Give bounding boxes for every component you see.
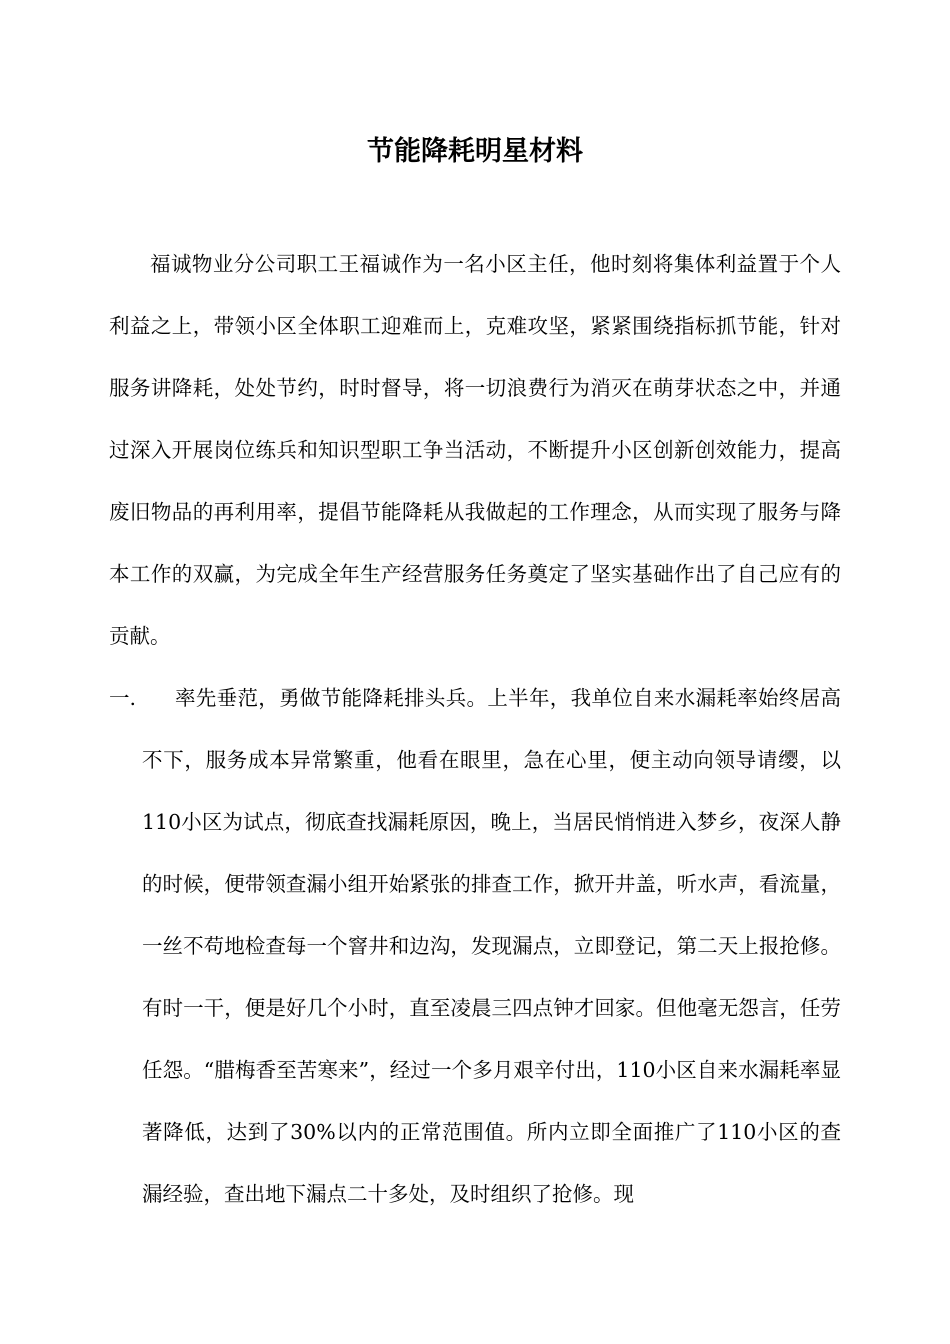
list-item-text: 率先垂范，勇做节能降耗排头兵。上半年，我单位自来水漏耗率始终居高不下，服务成本异常繁重，他看在眼里，急在心里，便主动向领导请缨，以110小区为试点，彻底查找漏耗原因，晚上，当居民悄悄进入梦乡，夜深人静的时候，便带领查漏小组开始紧张的排查工作，掀开井盖，听水声，看流量，一丝不苟地检查每一个窨井和边沟，发现漏点，立即登记，第二天上报抢修。有时一干，便是好几个小时，直至凌晨三四点钟才回家。但他毫无怨言，任劳任怨。“腊梅香至苦寒来”，经过一个多月艰辛付出，110小区自来水漏耗率显著降低，达到了30%以内的正常范围值。所内立即全面推广了110小区的查漏经验，查出地下漏点二十多处，及时组织了抢修。现: [142, 686, 841, 1206]
document-title: 节能降耗明星材料: [367, 136, 583, 167]
list-marker: 一.: [109, 686, 137, 710]
list-item: [109, 667, 841, 1225]
intro-paragraph: 福诚物业分公司职工王福诚作为一名小区主任，他时刻将集体利益置于个人利益之上，带领小区全体职工迎难而上，克难攻坚，紧紧围绕指标抓节能，针对服务讲降耗，处处节约，时时督导，将一切浪费行为消灭在萌芽状态之中，并通过深入开展岗位练兵和知识型职工争当活动，不断提升小区创新创效能力，提高废旧物品的再利用率，提倡节能降耗从我做起的工作理念，从而实现了服务与降本工作的双赢，为完成全年生产经营服务任务奠定了坚实基础作出了自己应有的贡献。: [109, 252, 841, 648]
